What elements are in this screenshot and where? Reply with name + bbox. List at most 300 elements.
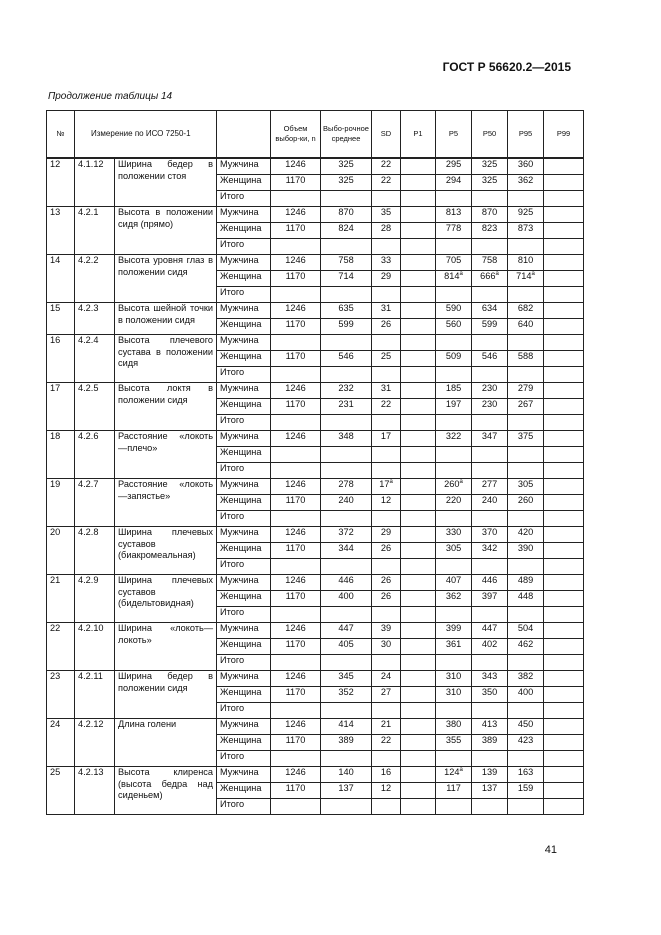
value-text: 24: [380, 671, 392, 681]
value-p95: [508, 479, 544, 495]
value-p50: [472, 383, 508, 399]
measure-code: 4.2.4: [75, 335, 115, 383]
value-p95: [508, 255, 544, 271]
value-sd: [372, 495, 401, 511]
value-n: [271, 335, 321, 351]
value-text: 390: [517, 543, 534, 553]
value-text: 325: [481, 175, 498, 185]
value-p5: [436, 751, 472, 767]
value-text: 295: [445, 159, 462, 169]
value-p95: [508, 191, 544, 207]
value-p5: [436, 383, 472, 399]
value-n: [271, 591, 321, 607]
value-text: 25: [380, 351, 392, 361]
value-sd: [372, 207, 401, 223]
value-text: 310: [445, 687, 462, 697]
header-p95: P95: [508, 111, 544, 159]
table-header-row: [47, 111, 584, 159]
table-row: [47, 303, 584, 319]
value-mean: [321, 671, 372, 687]
value-text: 448: [517, 591, 534, 601]
value-text: 360: [517, 159, 534, 169]
value-p1: [401, 655, 436, 671]
value-text: 407: [445, 575, 462, 585]
value-p1: [401, 415, 436, 431]
value-p1: [401, 623, 436, 639]
value-p95: [508, 319, 544, 335]
header-p50: P50: [472, 111, 508, 159]
value-p99: [544, 287, 584, 303]
value-sd: [372, 223, 401, 239]
measure-name: Высота в положении сидя (прямо): [115, 207, 217, 255]
value-p95: [508, 463, 544, 479]
value-p50: [472, 158, 508, 175]
value-mean: [321, 239, 372, 255]
value-mean: [321, 303, 372, 319]
value-text: 590: [445, 303, 462, 313]
measure-code: 4.2.1: [75, 207, 115, 255]
value-p95: [508, 623, 544, 639]
footnote-marker: a: [459, 766, 463, 773]
value-text: 447: [481, 623, 498, 633]
value-p50: [472, 527, 508, 543]
value-p99: [544, 543, 584, 559]
measure-code: 4.2.9: [75, 575, 115, 623]
measure-code: 4.2.13: [75, 767, 115, 815]
value-sd: [372, 399, 401, 415]
value-n: [271, 303, 321, 319]
value-p1: [401, 431, 436, 447]
value-p95: [508, 239, 544, 255]
value-sd: [372, 607, 401, 623]
value-p50: [472, 575, 508, 591]
value-p5: [436, 399, 472, 415]
value-sd: [372, 175, 401, 191]
value-p99: [544, 607, 584, 623]
value-text: 26: [380, 591, 392, 601]
value-p99: [544, 255, 584, 271]
value-mean: [321, 735, 372, 751]
header-measure: Измерение по ИСО 7250-1: [75, 111, 217, 159]
value-p5: [436, 335, 472, 351]
value-text: 22: [380, 175, 392, 185]
value-p1: [401, 575, 436, 591]
measure-name: Расстояние «локоть—плечо»: [115, 431, 217, 479]
value-p95: [508, 559, 544, 575]
value-n: [271, 639, 321, 655]
value-sd: [372, 703, 401, 719]
sex-cell: Мужчина: [217, 719, 271, 735]
value-text: 330: [445, 527, 462, 537]
page-number: 41: [544, 844, 557, 856]
header-no: №: [47, 111, 75, 159]
value-sd: [372, 158, 401, 175]
value-n: [271, 367, 321, 383]
value-p95: [508, 639, 544, 655]
value-mean: [321, 175, 372, 191]
footnote-marker: a: [459, 270, 463, 277]
value-text: 599: [338, 319, 354, 329]
value-sd: [372, 591, 401, 607]
value-text: 30: [380, 639, 392, 649]
value-text: 1246: [285, 431, 306, 441]
value-sd: [372, 639, 401, 655]
value-p1: [401, 239, 436, 255]
value-p95: [508, 175, 544, 191]
value-text: 117: [446, 783, 461, 793]
sex-cell: Итого: [217, 415, 271, 431]
value-p5: [436, 223, 472, 239]
value-text: 124: [444, 767, 460, 777]
value-text: 1246: [285, 159, 306, 169]
table-row: [47, 383, 584, 399]
measure-code: 4.2.7: [75, 479, 115, 527]
value-mean: [321, 463, 372, 479]
value-text: 666: [480, 271, 496, 281]
value-text: 447: [338, 623, 354, 633]
value-text: 546: [338, 351, 354, 361]
value-p99: [544, 735, 584, 751]
value-p50: [472, 543, 508, 559]
value-text: 267: [517, 399, 534, 409]
value-text: 400: [338, 591, 354, 601]
value-p95: [508, 767, 544, 783]
table-row: [47, 335, 584, 351]
value-p99: [544, 191, 584, 207]
value-text: 870: [481, 207, 498, 217]
value-text: 343: [481, 671, 498, 681]
value-sd: [372, 719, 401, 735]
value-text: 560: [445, 319, 462, 329]
value-text: 813: [445, 207, 462, 217]
value-p1: [401, 479, 436, 495]
value-mean: [321, 383, 372, 399]
value-mean: [321, 207, 372, 223]
value-n: [271, 495, 321, 511]
value-p5: [436, 799, 472, 815]
value-p1: [401, 527, 436, 543]
value-mean: [321, 751, 372, 767]
value-text: 355: [445, 735, 462, 745]
row-number: 19: [47, 479, 75, 527]
sex-cell: Женщина: [217, 319, 271, 335]
value-p95: [508, 271, 544, 287]
value-p99: [544, 591, 584, 607]
sex-cell: Итого: [217, 607, 271, 623]
value-p1: [401, 799, 436, 815]
value-text: 420: [517, 527, 534, 537]
table-row: [47, 207, 584, 223]
value-mean: [321, 158, 372, 175]
value-p99: [544, 687, 584, 703]
header-mean: Выбо-рочное среднее: [321, 111, 372, 159]
value-text: 380: [445, 719, 462, 729]
value-n: [271, 351, 321, 367]
value-text: 279: [517, 383, 534, 393]
value-text: 446: [481, 575, 498, 585]
value-sd: [372, 415, 401, 431]
table-row: [47, 158, 584, 175]
row-number: 21: [47, 575, 75, 623]
value-text: 1246: [285, 671, 306, 681]
value-sd: [372, 351, 401, 367]
value-p50: [472, 255, 508, 271]
value-text: 139: [481, 767, 498, 777]
value-p5: [436, 351, 472, 367]
sex-cell: Женщина: [217, 639, 271, 655]
value-text: 16: [380, 767, 392, 777]
value-mean: [321, 447, 372, 463]
value-p99: [544, 751, 584, 767]
value-p99: [544, 335, 584, 351]
header-sample: Объем выбор-ки, n: [271, 111, 321, 159]
value-text: 230: [481, 383, 498, 393]
table-continuation-caption: Продолжение таблицы 14: [48, 91, 173, 102]
value-n: [271, 783, 321, 799]
value-p95: [508, 287, 544, 303]
value-p1: [401, 719, 436, 735]
value-p95: [508, 431, 544, 447]
value-p5: [436, 463, 472, 479]
value-n: [271, 415, 321, 431]
value-n: [271, 703, 321, 719]
value-text: 1170: [285, 783, 306, 793]
value-p50: [472, 687, 508, 703]
value-mean: [321, 335, 372, 351]
value-sd: [372, 255, 401, 271]
value-text: 1170: [285, 495, 306, 505]
value-p95: [508, 735, 544, 751]
sex-cell: Мужчина: [217, 623, 271, 639]
value-n: [271, 431, 321, 447]
value-p95: [508, 399, 544, 415]
value-p99: [544, 383, 584, 399]
value-p99: [544, 399, 584, 415]
value-text: 389: [481, 735, 498, 745]
value-text: 1170: [285, 175, 306, 185]
value-text: 310: [445, 671, 462, 681]
table-row: [47, 623, 584, 639]
value-n: [271, 175, 321, 191]
value-text: 399: [445, 623, 462, 633]
value-p99: [544, 559, 584, 575]
sex-cell: Мужчина: [217, 335, 271, 351]
value-mean: [321, 607, 372, 623]
value-text: 414: [338, 719, 354, 729]
value-p1: [401, 271, 436, 287]
value-text: 640: [517, 319, 534, 329]
value-n: [271, 191, 321, 207]
value-p5: [436, 783, 472, 799]
table-row: [47, 575, 584, 591]
value-p50: [472, 335, 508, 351]
value-p50: [472, 623, 508, 639]
table-row: [47, 719, 584, 735]
value-p50: [472, 639, 508, 655]
value-p99: [544, 207, 584, 223]
value-p5: [436, 303, 472, 319]
value-p95: [508, 607, 544, 623]
sex-cell: Мужчина: [217, 158, 271, 175]
measure-name: Высота уровня глаз в положении сидя: [115, 255, 217, 303]
value-text: 325: [338, 175, 354, 185]
value-text: 361: [445, 639, 462, 649]
value-text: 1246: [285, 479, 306, 489]
value-p95: [508, 383, 544, 399]
value-p5: [436, 719, 472, 735]
value-p5: [436, 735, 472, 751]
row-number: 12: [47, 158, 75, 207]
value-mean: [321, 511, 372, 527]
value-n: [271, 671, 321, 687]
value-n: [271, 623, 321, 639]
value-mean: [321, 591, 372, 607]
value-p50: [472, 191, 508, 207]
value-mean: [321, 223, 372, 239]
value-text: 823: [481, 223, 498, 233]
value-mean: [321, 719, 372, 735]
measure-name: Ширина бедер в положении стоя: [115, 158, 217, 207]
value-p50: [472, 655, 508, 671]
value-sd: [372, 271, 401, 287]
value-mean: [321, 351, 372, 367]
value-text: 588: [517, 351, 534, 361]
value-p1: [401, 559, 436, 575]
value-p1: [401, 703, 436, 719]
value-text: 705: [445, 255, 462, 265]
value-p1: [401, 511, 436, 527]
value-text: 824: [338, 223, 354, 233]
value-text: 1246: [285, 623, 306, 633]
value-p1: [401, 303, 436, 319]
value-p95: [508, 527, 544, 543]
value-p50: [472, 415, 508, 431]
value-p1: [401, 287, 436, 303]
value-p50: [472, 671, 508, 687]
sex-cell: Итого: [217, 191, 271, 207]
value-text: 28: [380, 223, 392, 233]
value-text: 389: [338, 735, 354, 745]
row-number: 25: [47, 767, 75, 815]
value-text: 35: [380, 207, 392, 217]
sex-cell: Итого: [217, 287, 271, 303]
value-sd: [372, 367, 401, 383]
value-text: 294: [445, 175, 462, 185]
value-text: 352: [338, 687, 354, 697]
table-row: [47, 527, 584, 543]
value-text: 1246: [285, 207, 306, 217]
value-text: 635: [338, 303, 354, 313]
sex-cell: Мужчина: [217, 479, 271, 495]
value-text: 1246: [285, 255, 306, 265]
value-p1: [401, 543, 436, 559]
value-text: 220: [445, 495, 462, 505]
value-mean: [321, 319, 372, 335]
value-p99: [544, 367, 584, 383]
value-sd: [372, 479, 401, 495]
value-text: 348: [338, 431, 354, 441]
value-p99: [544, 271, 584, 287]
value-text: 231: [338, 399, 354, 409]
row-number: 24: [47, 719, 75, 767]
value-text: 277: [481, 479, 498, 489]
value-p5: [436, 207, 472, 223]
value-text: 260: [517, 495, 534, 505]
value-text: 31: [380, 383, 392, 393]
table-body: [47, 158, 584, 815]
value-p50: [472, 511, 508, 527]
value-text: 27: [380, 687, 392, 697]
value-text: 22: [380, 399, 392, 409]
value-text: 402: [481, 639, 498, 649]
value-mean: [321, 367, 372, 383]
sex-cell: Итого: [217, 367, 271, 383]
row-number: 20: [47, 527, 75, 575]
value-sd: [372, 735, 401, 751]
value-p50: [472, 447, 508, 463]
value-text: 758: [481, 255, 498, 265]
value-n: [271, 479, 321, 495]
value-sd: [372, 511, 401, 527]
value-text: 870: [338, 207, 354, 217]
value-text: 22: [380, 735, 392, 745]
value-p50: [472, 767, 508, 783]
value-text: 682: [517, 303, 534, 313]
value-p50: [472, 431, 508, 447]
value-text: 1246: [285, 527, 306, 537]
value-text: 599: [481, 319, 498, 329]
value-text: 137: [338, 783, 354, 793]
sex-cell: Женщина: [217, 271, 271, 287]
value-sd: [372, 751, 401, 767]
value-p1: [401, 495, 436, 511]
value-n: [271, 543, 321, 559]
value-n: [271, 527, 321, 543]
value-n: [271, 207, 321, 223]
value-n: [271, 735, 321, 751]
value-p95: [508, 367, 544, 383]
value-mean: [321, 799, 372, 815]
value-text: 1170: [285, 399, 306, 409]
value-p50: [472, 799, 508, 815]
sex-cell: Итого: [217, 239, 271, 255]
value-text: 400: [517, 687, 534, 697]
sex-cell: Женщина: [217, 735, 271, 751]
value-text: 1170: [285, 591, 306, 601]
sex-cell: Женщина: [217, 175, 271, 191]
sex-cell: Женщина: [217, 591, 271, 607]
row-number: 13: [47, 207, 75, 255]
measure-name: Ширина «локоть—локоть»: [115, 623, 217, 671]
value-p95: [508, 158, 544, 175]
table-row: [47, 479, 584, 495]
value-mean: [321, 191, 372, 207]
value-p1: [401, 591, 436, 607]
value-p1: [401, 463, 436, 479]
value-p5: [436, 447, 472, 463]
value-p50: [472, 559, 508, 575]
value-text: 1246: [285, 575, 306, 585]
value-text: 925: [517, 207, 534, 217]
value-mean: [321, 399, 372, 415]
value-p50: [472, 591, 508, 607]
sex-cell: Мужчина: [217, 255, 271, 271]
sex-cell: Мужчина: [217, 431, 271, 447]
value-mean: [321, 687, 372, 703]
value-p95: [508, 687, 544, 703]
value-mean: [321, 415, 372, 431]
value-text: 1170: [285, 639, 306, 649]
